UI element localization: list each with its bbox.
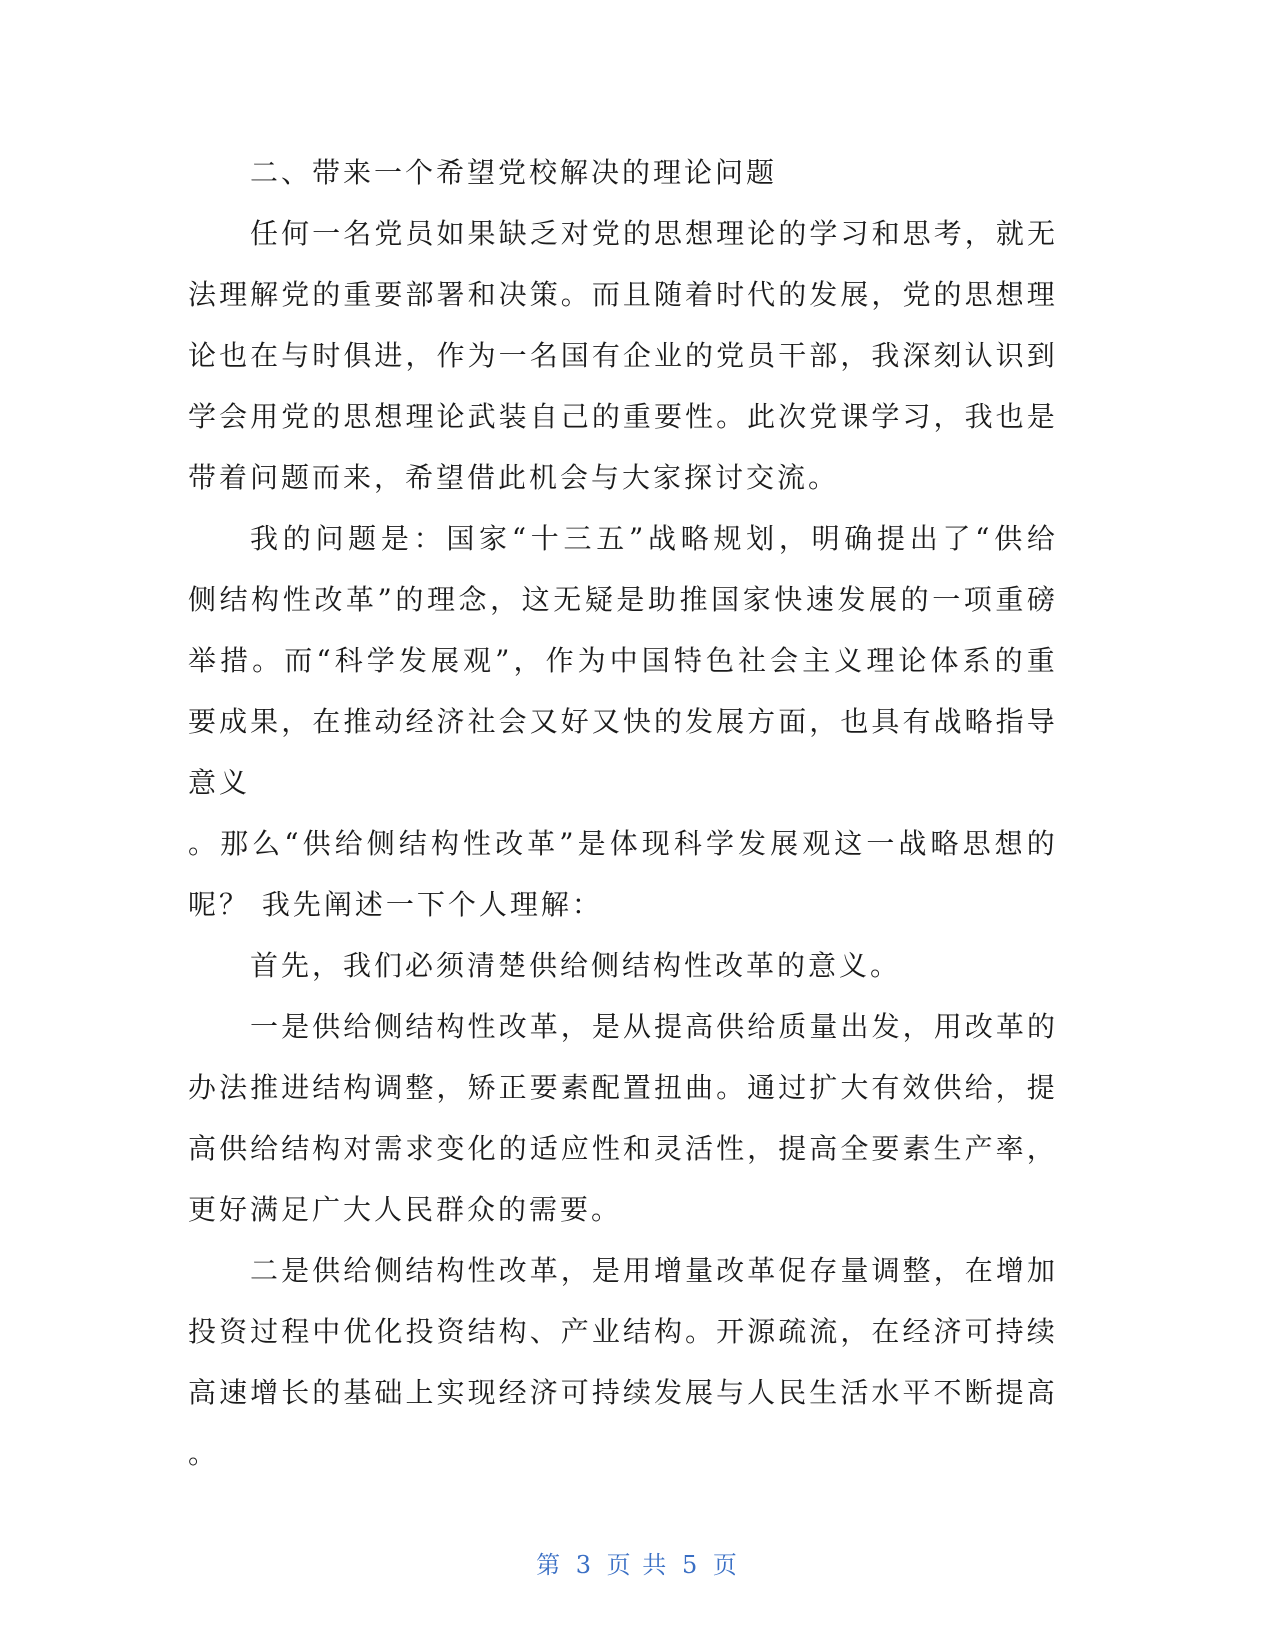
text-line: 首先，我们必须清楚供给侧结构性改革的意义。 bbox=[250, 949, 902, 982]
text-line: 一 是 供 给 侧 结 构 性 改 革 ， 是 从 提 高 供 给 质 量 出 发 ， 用 改 革 的 bbox=[250, 1010, 1058, 1043]
text-line: 投 资 过 程 中 优 化 投 资 结 构 、 产 业 结 构 。 开 源 疏 流 ， 在 经 济 可 持 续 bbox=[188, 1315, 1058, 1348]
text-line: 高 速 增 长 的 基 础 上 实 现 经 济 可 持 续 发 展 与 人 民 生 活 水 平 不 断 提 高 bbox=[188, 1376, 1058, 1409]
document-body bbox=[188, 142, 1058, 1484]
text-line: 办 法 推 进 结 构 调 整 ， 矫 正 要 素 配 置 扭 曲 。 通 过 扩 大 有 效 供 给 ， 提 bbox=[188, 1071, 1058, 1104]
text-line: 二 是 供 给 侧 结 构 性 改 革 ， 是 用 增 量 改 革 促 存 量 调 整 ， 在 增 加 bbox=[250, 1254, 1058, 1287]
text-line: 任 何 一 名 党 员 如 果 缺 乏 对 党 的 思 想 理 论 的 学 习 和 思 考 ， 就 无 bbox=[250, 217, 1058, 250]
footer-current-page: 3 bbox=[575, 1551, 594, 1579]
text-line: 侧 结 构 性 改 革 ” 的 理 念 ， 这 无 疑 是 助 推 国 家 快 速 发 展 的 一 项 重 磅 bbox=[188, 583, 1058, 616]
text-line: 学 会 用 党 的 思 想 理 论 武 装 自 己 的 重 要 性 。 此 次 党 课 学 习 ， 我 也 是 bbox=[188, 400, 1058, 433]
footer-total-pages: 5 bbox=[681, 1551, 700, 1579]
text-line: 更好满足广大人民群众的需要。 bbox=[188, 1193, 623, 1226]
text-line: 高 供 给 结 构 对 需 求 变 化 的 适 应 性 和 灵 活 性 ， 提 高 全 要 素 生 产 率 ， bbox=[188, 1132, 1058, 1165]
text-line: 二、带来一个希望党校解决的理论问题 bbox=[250, 156, 778, 189]
footer-prefix: 第 bbox=[536, 1551, 563, 1579]
text-line: 论 也 在 与 时 俱 进 ， 作 为 一 名 国 有 企 业 的 党 员 干 部 ， 我 深 刻 认 识 到 bbox=[188, 339, 1058, 372]
text-line: 要 成 果 ， 在 推 动 经 济 社 会 又 好 又 快 的 发 展 方 面 ， 也 具 有 战 略 指 导 bbox=[188, 705, 1058, 738]
text-line: 我 的 问 题 是 ： 国 家 “ 十 三 五 ” 战 略 规 划 ， 明 确 提 出 了 “ 供 给 bbox=[250, 522, 1058, 555]
text-line: 带着问题而来，希望借此机会与大家探讨交流。 bbox=[188, 461, 840, 494]
footer-middle: 页 共 bbox=[606, 1551, 669, 1579]
text-line: 举 措 。 而 “ 科 学 发 展 观 ” ， 作 为 中 国 特 色 社 会 主 义 理 论 体 系 的 重 bbox=[188, 644, 1058, 677]
text-line: 。 那 么 “ 供 给 侧 结 构 性 改 革 ” 是 体 现 科 学 发 展 观 这 一 战 略 思 想 的 bbox=[188, 827, 1058, 860]
page-footer bbox=[0, 1545, 1275, 1580]
text-line: 法 理 解 党 的 重 要 部 署 和 决 策 。 而 且 随 着 时 代 的 发 展 ， 党 的 思 想 理 bbox=[188, 278, 1058, 311]
text-line: 。 bbox=[188, 1437, 220, 1470]
text-line: 呢？ 我先阐述一下个人理解： bbox=[188, 888, 603, 921]
footer-suffix: 页 bbox=[712, 1551, 739, 1579]
text-line: 意义 bbox=[188, 766, 251, 799]
